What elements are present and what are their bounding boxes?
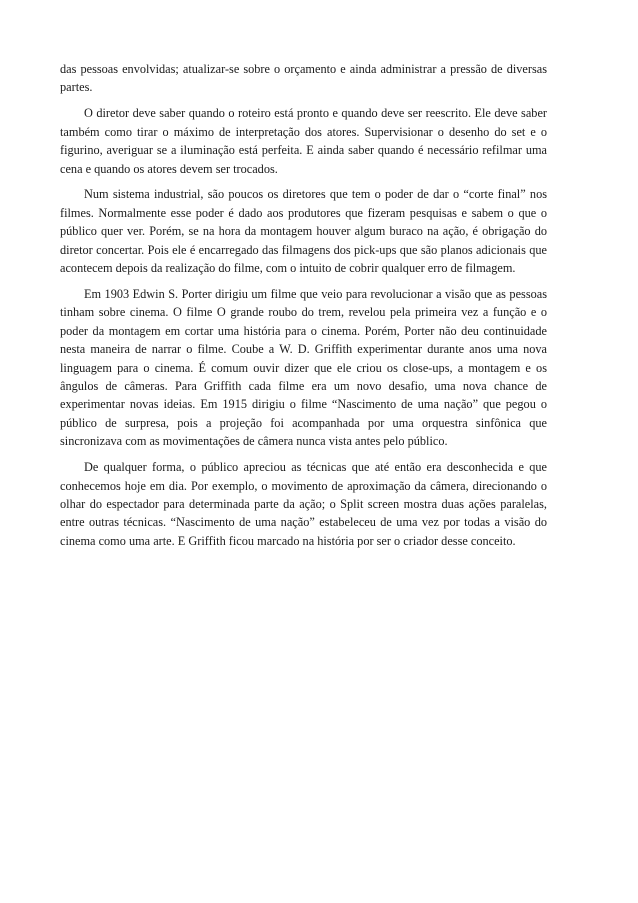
paragraph-porter-griffith: Em 1903 Edwin S. Porter dirigiu um filme que veio para revolucionar a visão que as pessoas tinham sobre cinema. O filme O grande roubo do trem, revelou pela primeira vez a função e o poder da montagem em cortar uma história para o cinema. Porém, Porter não deu continuidade nesta maneira de narrar o filme. Coube a W. D. Griffith experimentar durante anos uma nova linguagem para o cinema. É comum ouvir dizer que ele criou os close-ups, a montagem e os ângulos de câmeras. Para Griffith cada filme era um novo desafio, uma nova chance de experimentar novas ideias. Em 1915 dirigiu o filme “Nascimento de uma nação” que pegou o público de surpresa, pois a projeção foi acompanhada por uma orquestra sinfônica que sincronizava com as movimentações de câmera nunca vista antes pelo público. (60, 286, 547, 449)
document-body (60, 60, 547, 558)
paragraph-director-duties: O diretor deve saber quando o roteiro está pronto e quando deve ser reescrito. Ele deve saber também como tirar o máximo de interpretação dos atores. Supervisionar o desenho do set e o figurino, averiguar se a iluminação está perfeita. E ainda saber quando é necessário refilmar uma cena e quando os atores devem ser trocados. (60, 106, 547, 176)
paragraph-final-cut: Num sistema industrial, são poucos os diretores que tem o poder de dar o “corte final” nos filmes. Normalmente esse poder é dado aos produtores que fizeram pesquisas e sabem o que o público quer ver. Porém, se na hora da montagem houver algum buraco na ação, é obrigação do diretor concertar. Pois ele é encarregado das filmagens dos pick-ups que são planos adicionais que acontecem depois da realização do filme, com o intuito de cobrir qualquer erro de filmagem. (60, 187, 547, 276)
paragraph-techniques: De qualquer forma, o público apreciou as técnicas que até então era desconhecida e que conhecemos hoje em dia. Por exemplo, o movimento de aproximação da câmera, direcionando o olhar do espectador para determinada parte da ação; o Split screen mostra duas ações paralelas, entre outras técnicas. “Nascimento de uma nação” estabeleceu de uma vez por todas a visão do cinema como uma arte. E Griffith ficou marcado na história por ser o criador desse conceito. (60, 460, 547, 548)
paragraph-continuation: das pessoas envolvidas; atualizar-se sobre o orçamento e ainda administrar a pressão de diversas partes. (60, 62, 547, 95)
